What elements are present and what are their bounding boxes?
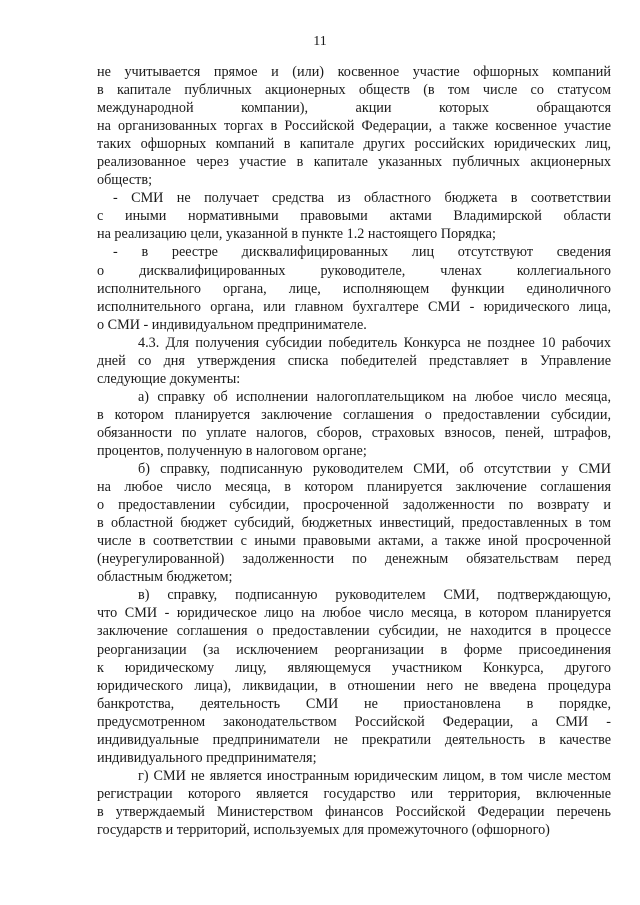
- text-line: с иными нормативными правовыми актами Владимирской области: [97, 208, 611, 225]
- text-line: исполнительного органа, лице, исполняющем функции единоличного: [97, 280, 611, 297]
- text-line: б) справку, подписанную руководителем СМИ, об отсутствии у СМИ: [138, 461, 611, 478]
- text-line: в) справку, подписанную руководителем СМИ, подтверждающую,: [138, 587, 611, 604]
- text-line: о СМИ - индивидуальном предпринимателе.: [97, 316, 367, 333]
- text-line: на любое число месяца, в котором планируется заключение соглашения: [97, 479, 611, 496]
- text-line: процентов, полученную в налоговом органе;: [97, 442, 367, 459]
- text-line: дней со дня утверждения списка победителей представляет в Управление: [97, 352, 611, 369]
- text-line: областным бюджетом;: [97, 569, 233, 586]
- text-line: реорганизации (за исключением реорганизации в форме присоединения: [97, 641, 611, 658]
- page-number: 11: [313, 34, 327, 49]
- text-line: к юридическому лицу, являющемуся участником Конкурса, другого: [97, 659, 611, 676]
- text-line: о предоставлении субсидии, просроченной задолженности по возврату и: [97, 497, 611, 514]
- text-line: г) СМИ не является иностранным юридическим лицом, в том числе местом: [138, 767, 611, 784]
- text-line: юридического лица), ликвидации, в отношении него не введена процедура: [97, 677, 611, 694]
- text-line: международной компании), акции которых обращаются: [97, 100, 611, 117]
- text-line: предусмотренном законодательством Российской Федерации, а СМИ -: [97, 713, 611, 730]
- text-line: в областной бюджет субсидий, бюджетных инвестиций, предоставленных в том: [97, 515, 611, 532]
- text-line: исполнительного органа, или главном бухгалтере СМИ - юридического лица,: [97, 298, 611, 315]
- text-line: на реализацию цели, указанной в пункте 1.2 настоящего Порядка;: [97, 226, 496, 243]
- text-line: таких офшорных компаний в капитале других российских юридических лиц,: [97, 136, 611, 153]
- text-line: - в реестре дисквалифицированных лиц отсутствуют сведения: [113, 244, 611, 261]
- text-line: что СМИ - юридическое лицо на любое число месяца, в котором планируется: [97, 605, 611, 622]
- document-body: [97, 63, 611, 839]
- text-line: обязанности по уплате налогов, сборов, страховых взносов, пеней, штрафов,: [97, 424, 611, 441]
- text-line: заключение соглашения о предоставлении субсидии, не находится в процессе: [97, 623, 611, 640]
- text-line: не учитывается прямое и (или) косвенное участие офшорных компаний: [97, 64, 611, 80]
- text-line: числе в соответствии с иными правовыми актами, а также иной просроченной: [97, 533, 611, 550]
- text-line: о дисквалифицированных руководителе, членах коллегиального: [97, 262, 611, 279]
- text-line: индивидуальные предприниматели не прекратили деятельность в качестве: [97, 731, 611, 748]
- text-line: реализованное через участие в капитале указанных публичных акционерных: [97, 154, 611, 171]
- text-line: 4.3. Для получения субсидии победитель Конкурса не позднее 10 рабочих: [138, 334, 611, 351]
- text-line: (неурегулированной) задолженности по денежным обязательствам перед: [97, 551, 611, 568]
- text-line: в утверждаемый Министерством финансов Российской Федерации перечень: [97, 803, 611, 820]
- text-line: банкротства, деятельность СМИ не приостановлена в порядке,: [97, 695, 611, 712]
- text-line: на организованных торгах в Российской Федерации, а также косвенное участие: [97, 118, 611, 135]
- text-line: индивидуального предпринимателя;: [97, 749, 317, 766]
- text-line: - СМИ не получает средства из областного бюджета в соответствии: [113, 190, 611, 207]
- text-line: а) справку об исполнении налогоплательщиком на любое число месяца,: [138, 388, 611, 405]
- text-line: в котором планируется заключение соглашения о предоставлении субсидии,: [97, 406, 611, 423]
- text-line: в капитале публичных акционерных обществ (в том числе со статусом: [97, 82, 611, 99]
- text-line: обществ;: [97, 172, 153, 189]
- text-line: государств и территорий, используемых для промежуточного (офшорного): [97, 821, 550, 838]
- text-line: следующие документы:: [97, 370, 241, 387]
- text-line: регистрации которого является государство или территория, включенные: [97, 785, 611, 802]
